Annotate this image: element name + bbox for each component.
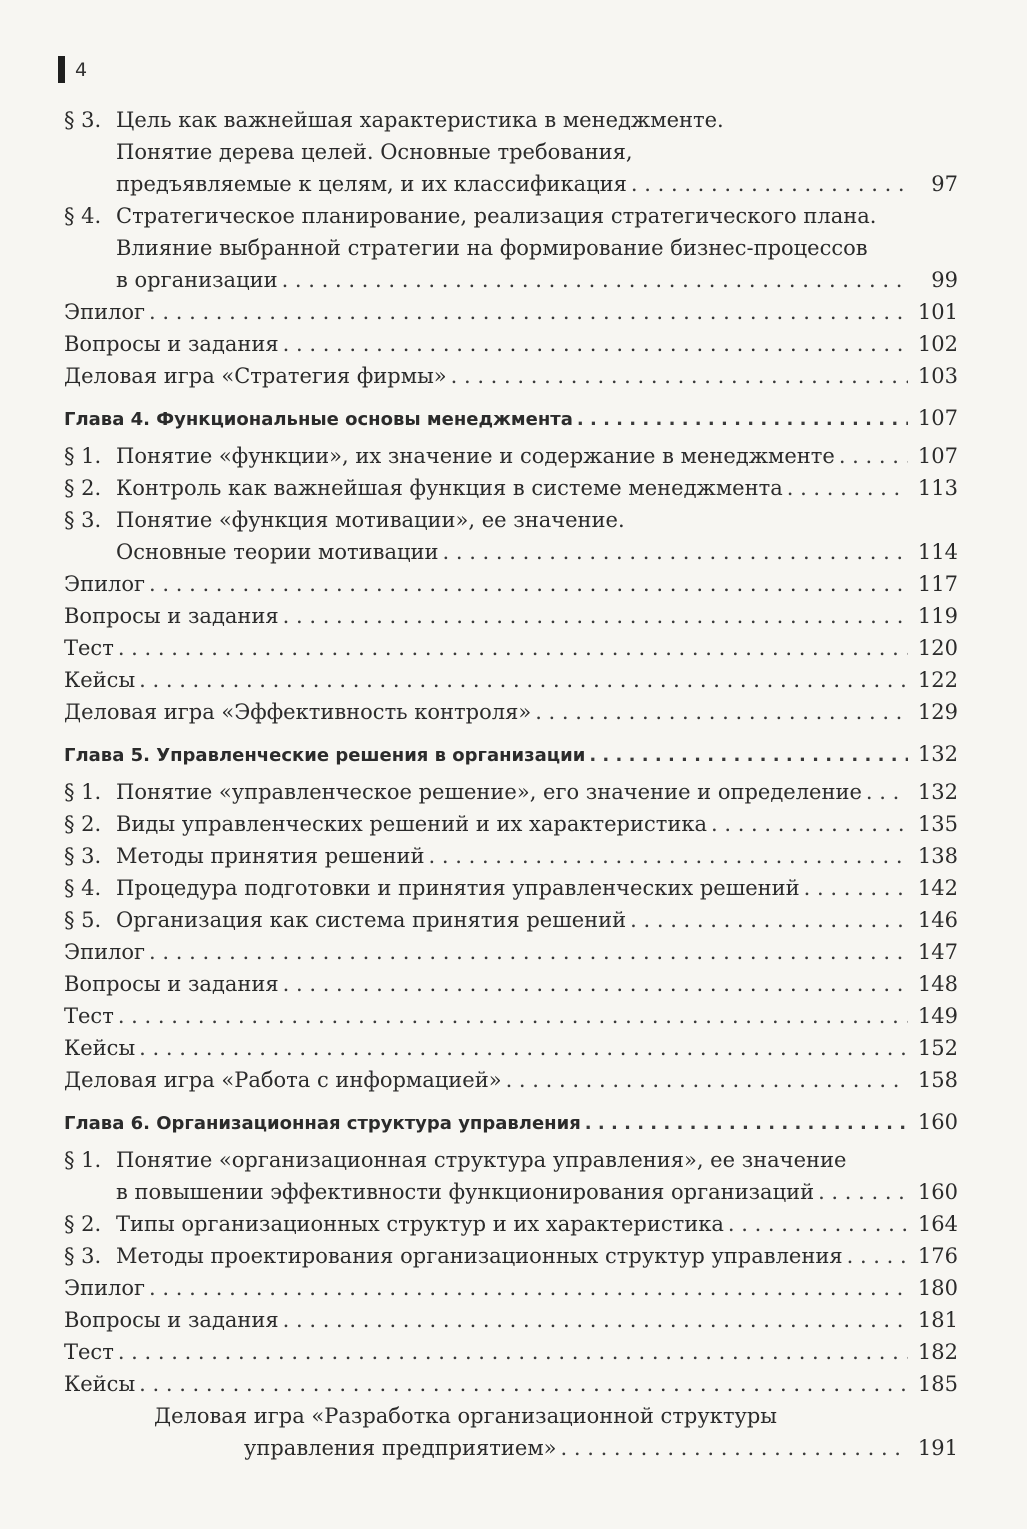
toc-entry bbox=[64, 568, 958, 600]
toc-page-number: 120 bbox=[917, 636, 958, 660]
dot-leader bbox=[429, 840, 908, 872]
dot-leader bbox=[283, 600, 908, 632]
toc-line-text bbox=[154, 1400, 777, 1432]
toc-line-text bbox=[64, 200, 876, 232]
toc-line-text bbox=[64, 904, 626, 936]
toc-line-text bbox=[64, 1272, 145, 1304]
toc-line bbox=[64, 232, 958, 264]
toc-line-text bbox=[64, 404, 573, 436]
toc-page-number: 160 bbox=[917, 1110, 958, 1134]
toc-line bbox=[64, 1208, 958, 1240]
section-number: § 1. bbox=[64, 444, 102, 468]
toc-line-text bbox=[116, 1176, 814, 1208]
toc-line bbox=[64, 776, 958, 808]
toc-line-text bbox=[64, 664, 135, 696]
section-number: § 5. bbox=[64, 908, 102, 932]
toc-entry bbox=[64, 696, 958, 728]
toc-title-text: предъявляемые к целям, и их классификация bbox=[116, 172, 627, 196]
dot-leader bbox=[711, 808, 908, 840]
toc-page-number: 97 bbox=[931, 172, 958, 196]
toc-title-text: Глава 4. Функциональные основы менеджмента bbox=[64, 409, 573, 430]
toc-title-text: Эпилог bbox=[64, 572, 146, 596]
dot-leader bbox=[139, 664, 908, 696]
toc-line-text bbox=[64, 1144, 846, 1176]
dot-leader bbox=[149, 296, 908, 328]
dot-leader bbox=[149, 568, 908, 600]
dot-leader bbox=[866, 776, 908, 808]
toc-title-text: Эпилог bbox=[64, 940, 146, 964]
dot-leader bbox=[585, 1108, 908, 1140]
dot-leader bbox=[118, 1336, 908, 1368]
dot-leader bbox=[118, 1000, 908, 1032]
toc-page-number: 181 bbox=[917, 1308, 958, 1332]
toc-entry bbox=[64, 968, 958, 1000]
toc-title-text: Вопросы и задания bbox=[64, 604, 279, 628]
toc-page-number: 119 bbox=[917, 604, 958, 628]
toc-title-text: Тест bbox=[64, 1004, 114, 1028]
toc-title-text: в организации bbox=[116, 268, 278, 292]
toc-title-text: Тест bbox=[64, 636, 114, 660]
toc-line bbox=[64, 536, 958, 568]
toc-line-text bbox=[64, 936, 145, 968]
toc-entry bbox=[64, 328, 958, 360]
toc-page-number: 117 bbox=[917, 572, 958, 596]
toc-entry bbox=[64, 840, 958, 872]
toc-page-number: 164 bbox=[917, 1212, 958, 1236]
toc-line-text bbox=[64, 104, 724, 136]
toc-title-text: Понятие «функции», их значение и содержание в менеджменте bbox=[116, 444, 835, 468]
toc-title-text: Понятие «функция мотивации», ее значение. bbox=[116, 508, 625, 532]
toc-line-text bbox=[64, 504, 625, 536]
toc-line-text bbox=[116, 136, 633, 168]
toc-title-text: Стратегическое планирование, реализация стратегического плана. bbox=[116, 204, 877, 228]
toc-page-number: 146 bbox=[917, 908, 958, 932]
toc-entry bbox=[64, 1000, 958, 1032]
toc-page-number: 138 bbox=[917, 844, 958, 868]
toc-title-text: Цель как важнейшая характеристика в менеджменте. bbox=[116, 108, 724, 132]
toc-page-number: 180 bbox=[917, 1276, 958, 1300]
toc-page-number: 102 bbox=[917, 332, 958, 356]
toc-line-text bbox=[64, 1064, 502, 1096]
toc-line-text bbox=[64, 568, 145, 600]
toc-title-text: Типы организационных структур и их характеристика bbox=[116, 1212, 724, 1236]
table-of-contents bbox=[64, 104, 958, 1464]
toc-title-text: Глава 6. Организационная структура управления bbox=[64, 1113, 581, 1134]
toc-entry bbox=[64, 776, 958, 808]
dot-leader bbox=[149, 1272, 908, 1304]
toc-line-text bbox=[116, 536, 439, 568]
toc-line bbox=[64, 1240, 958, 1272]
toc-page-number: 99 bbox=[931, 268, 958, 292]
dot-leader bbox=[443, 536, 909, 568]
toc-chapter bbox=[64, 738, 958, 772]
toc-title-text: Эпилог bbox=[64, 1276, 146, 1300]
dot-leader bbox=[839, 440, 908, 472]
toc-line-text bbox=[64, 872, 800, 904]
section-number: § 4. bbox=[64, 204, 102, 228]
toc-title-text: Методы принятия решений bbox=[116, 844, 425, 868]
toc-line bbox=[64, 808, 958, 840]
toc-line-text bbox=[64, 1368, 135, 1400]
toc-line-text bbox=[64, 440, 835, 472]
toc-line bbox=[64, 440, 958, 472]
toc-title-text: управления предприятием» bbox=[244, 1436, 557, 1460]
toc-line bbox=[64, 504, 958, 536]
toc-entry bbox=[64, 360, 958, 392]
toc-title-text: Понятие «управленческое решение», его значение и определение bbox=[116, 780, 862, 804]
toc-entry bbox=[64, 1336, 958, 1368]
toc-page-number: 113 bbox=[917, 476, 958, 500]
toc-line bbox=[154, 1432, 958, 1464]
dot-leader bbox=[139, 1368, 908, 1400]
section-number: § 4. bbox=[64, 876, 102, 900]
section-number: § 2. bbox=[64, 476, 102, 500]
toc-line bbox=[64, 664, 958, 696]
toc-line bbox=[64, 1032, 958, 1064]
dot-leader bbox=[818, 1176, 908, 1208]
section-number: § 2. bbox=[64, 1212, 102, 1236]
section-number: § 3. bbox=[64, 844, 102, 868]
toc-page-number: 142 bbox=[917, 876, 958, 900]
toc-line bbox=[64, 1144, 958, 1176]
dot-leader bbox=[589, 740, 908, 772]
toc-line-text bbox=[64, 296, 145, 328]
toc-line bbox=[64, 402, 958, 436]
toc-entry bbox=[64, 104, 958, 200]
toc-line-text bbox=[64, 632, 114, 664]
toc-title-text: Методы проектирования организационных структур управления bbox=[116, 1244, 843, 1268]
dot-leader bbox=[787, 472, 908, 504]
dot-leader bbox=[283, 1304, 908, 1336]
section-number: § 1. bbox=[64, 1148, 102, 1172]
toc-page-number: 122 bbox=[917, 668, 958, 692]
dot-leader bbox=[535, 696, 908, 728]
toc-line bbox=[64, 264, 958, 296]
toc-line-text bbox=[64, 472, 783, 504]
toc-title-text: Кейсы bbox=[64, 1372, 136, 1396]
toc-page-number: 185 bbox=[917, 1372, 958, 1396]
toc-line bbox=[64, 1106, 958, 1140]
toc-title-text: в повышении эффективности функционирования организаций bbox=[116, 1180, 815, 1204]
toc-entry bbox=[64, 1032, 958, 1064]
page-marker-bar bbox=[58, 56, 65, 83]
dot-leader bbox=[451, 360, 908, 392]
toc-page-number: 158 bbox=[917, 1068, 958, 1092]
toc-title-text: Контроль как важнейшая функция в системе менеджмента bbox=[116, 476, 783, 500]
toc-page-number: 191 bbox=[917, 1436, 958, 1460]
toc-entry bbox=[64, 1240, 958, 1272]
toc-line-text bbox=[64, 740, 585, 772]
toc-line bbox=[64, 360, 958, 392]
toc-line-text bbox=[64, 360, 447, 392]
toc-entry bbox=[64, 1208, 958, 1240]
section-number: § 3. bbox=[64, 108, 102, 132]
toc-line-text bbox=[64, 1208, 724, 1240]
toc-line bbox=[64, 296, 958, 328]
toc-title-text: Вопросы и задания bbox=[64, 332, 279, 356]
toc-title-text: Виды управленческих решений и их характеристика bbox=[116, 812, 707, 836]
toc-line-text bbox=[64, 328, 279, 360]
toc-line-text bbox=[64, 696, 531, 728]
toc-line bbox=[64, 1304, 958, 1336]
toc-line-text bbox=[64, 1336, 114, 1368]
toc-page-number: 101 bbox=[917, 300, 958, 324]
toc-title-text: Эпилог bbox=[64, 300, 146, 324]
toc-page-number: 149 bbox=[917, 1004, 958, 1028]
toc-page-number: 129 bbox=[917, 700, 958, 724]
toc-line bbox=[64, 104, 958, 136]
section-number: § 3. bbox=[64, 1244, 102, 1268]
toc-line bbox=[64, 696, 958, 728]
dot-leader bbox=[283, 968, 908, 1000]
toc-entry bbox=[64, 472, 958, 504]
toc-line bbox=[64, 1336, 958, 1368]
toc-line bbox=[64, 1368, 958, 1400]
toc-line-text bbox=[64, 600, 279, 632]
toc-entry bbox=[64, 1304, 958, 1336]
toc-entry bbox=[64, 296, 958, 328]
toc-entry bbox=[64, 1272, 958, 1304]
toc-entry bbox=[64, 1144, 958, 1208]
toc-line-text bbox=[64, 776, 862, 808]
toc-entry bbox=[64, 872, 958, 904]
toc-line bbox=[64, 568, 958, 600]
toc-line-text bbox=[64, 840, 425, 872]
toc-line bbox=[64, 936, 958, 968]
toc-line bbox=[64, 968, 958, 1000]
toc-line bbox=[64, 632, 958, 664]
toc-line bbox=[64, 200, 958, 232]
toc-line-text bbox=[116, 168, 627, 200]
toc-line-text bbox=[64, 1304, 279, 1336]
page-number-block bbox=[58, 56, 87, 83]
toc-entry bbox=[64, 200, 958, 296]
section-number: § 2. bbox=[64, 812, 102, 836]
toc-title-text: Деловая игра «Работа с информацией» bbox=[64, 1068, 502, 1092]
dot-leader bbox=[847, 1240, 908, 1272]
dot-leader bbox=[118, 632, 908, 664]
toc-page-number: 132 bbox=[917, 742, 958, 766]
dot-leader bbox=[282, 264, 908, 296]
dot-leader bbox=[631, 168, 908, 200]
toc-line-text bbox=[64, 1000, 114, 1032]
toc-page-number: 160 bbox=[917, 1180, 958, 1204]
toc-page-number: 132 bbox=[917, 780, 958, 804]
toc-line bbox=[64, 1176, 958, 1208]
toc-page-number: 135 bbox=[917, 812, 958, 836]
toc-line bbox=[64, 136, 958, 168]
toc-line bbox=[64, 840, 958, 872]
toc-title-text: Деловая игра «Разработка организационной структуры bbox=[154, 1404, 777, 1428]
toc-title-text: Влияние выбранной стратегии на формирование бизнес-процессов bbox=[116, 236, 868, 260]
toc-title-text: Организация как система принятия решений bbox=[116, 908, 627, 932]
dot-leader bbox=[506, 1064, 908, 1096]
toc-title-text: Процедура подготовки и принятия управленческих решений bbox=[116, 876, 800, 900]
toc-page-number: 107 bbox=[917, 444, 958, 468]
toc-page-number: 103 bbox=[917, 364, 958, 388]
toc-entry bbox=[64, 1400, 958, 1464]
toc-page-number: 147 bbox=[917, 940, 958, 964]
toc-line bbox=[64, 872, 958, 904]
dot-leader bbox=[804, 872, 908, 904]
toc-entry bbox=[64, 808, 958, 840]
toc-line bbox=[64, 738, 958, 772]
toc-line bbox=[64, 1000, 958, 1032]
toc-title-text: Деловая игра «Стратегия фирмы» bbox=[64, 364, 447, 388]
toc-line bbox=[64, 168, 958, 200]
toc-title-text: Понятие «организационная структура управления», ее значение bbox=[116, 1148, 847, 1172]
toc-chapter bbox=[64, 402, 958, 436]
toc-line-text bbox=[116, 232, 868, 264]
toc-line-text bbox=[64, 968, 279, 1000]
toc-page-number: 152 bbox=[917, 1036, 958, 1060]
page-number: 4 bbox=[75, 58, 88, 81]
toc-title-text: Тест bbox=[64, 1340, 114, 1364]
dot-leader bbox=[630, 904, 908, 936]
dot-leader bbox=[139, 1032, 908, 1064]
toc-entry bbox=[64, 1368, 958, 1400]
toc-entry bbox=[64, 632, 958, 664]
toc-line-text bbox=[64, 1032, 135, 1064]
toc-entry bbox=[64, 504, 958, 568]
section-number: § 3. bbox=[64, 508, 102, 532]
toc-title-text: Основные теории мотивации bbox=[116, 540, 439, 564]
toc-entry bbox=[64, 600, 958, 632]
toc-line bbox=[64, 600, 958, 632]
toc-title-text: Кейсы bbox=[64, 668, 136, 692]
toc-line-text bbox=[64, 808, 707, 840]
toc-title-text: Вопросы и задания bbox=[64, 972, 279, 996]
dot-leader bbox=[149, 936, 908, 968]
toc-line-text bbox=[64, 1240, 843, 1272]
toc-chapter bbox=[64, 1106, 958, 1140]
toc-title-text: Кейсы bbox=[64, 1036, 136, 1060]
toc-page-number: 182 bbox=[917, 1340, 958, 1364]
toc-line bbox=[64, 1064, 958, 1096]
toc-line bbox=[64, 472, 958, 504]
toc-title-text: Глава 5. Управленческие решения в организации bbox=[64, 745, 586, 766]
section-number: § 1. bbox=[64, 780, 102, 804]
dot-leader bbox=[283, 328, 908, 360]
toc-title-text: Деловая игра «Эффективность контроля» bbox=[64, 700, 532, 724]
dot-leader bbox=[728, 1208, 908, 1240]
dot-leader bbox=[561, 1432, 908, 1464]
toc-title-text: Вопросы и задания bbox=[64, 1308, 279, 1332]
toc-line bbox=[64, 904, 958, 936]
toc-page-number: 107 bbox=[917, 406, 958, 430]
toc-entry bbox=[64, 440, 958, 472]
toc-line bbox=[154, 1400, 958, 1432]
toc-entry bbox=[64, 1064, 958, 1096]
toc-page-number: 176 bbox=[917, 1244, 958, 1268]
toc-entry bbox=[64, 664, 958, 696]
toc-page-number: 148 bbox=[917, 972, 958, 996]
toc-entry bbox=[64, 904, 958, 936]
toc-line bbox=[64, 328, 958, 360]
toc-entry bbox=[64, 936, 958, 968]
toc-line-text bbox=[116, 264, 278, 296]
toc-line bbox=[64, 1272, 958, 1304]
toc-line-text bbox=[64, 1108, 581, 1140]
dot-leader bbox=[577, 404, 908, 436]
toc-title-text: Понятие дерева целей. Основные требования, bbox=[116, 140, 633, 164]
toc-line-text bbox=[244, 1432, 557, 1464]
toc-page-number: 114 bbox=[917, 540, 958, 564]
